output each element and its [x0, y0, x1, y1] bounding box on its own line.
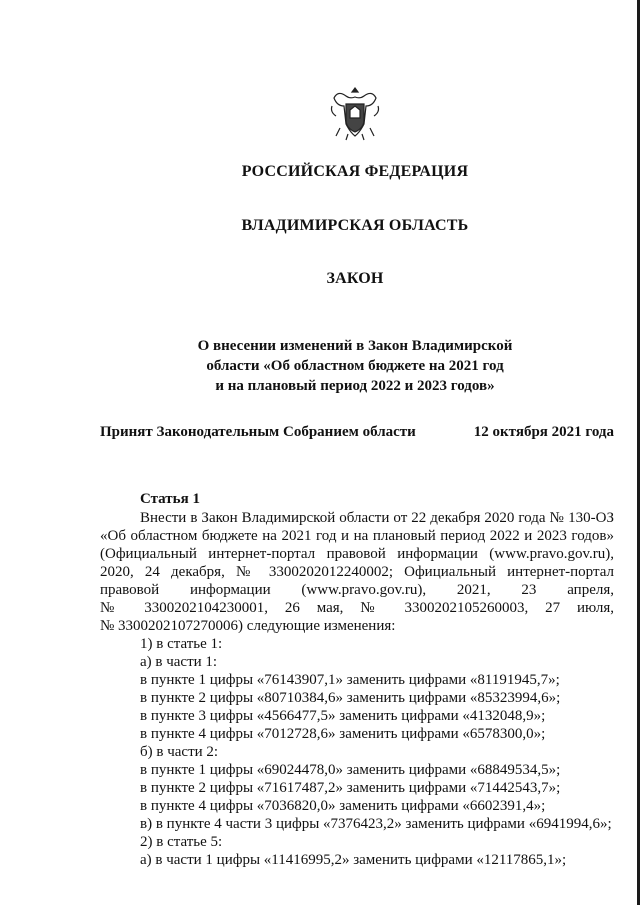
adopted-by: Принят Законодательным Собранием области [100, 424, 416, 440]
list-item: в пункте 1 цифры «69024478,0» заменить цифрами «68849534,5»; [140, 762, 561, 778]
coat-of-arms-icon [328, 84, 382, 142]
law-title [0, 336, 640, 396]
region-heading: ВЛАДИМИРСКАЯ ОБЛАСТЬ [241, 217, 469, 234]
law-title-line: и на плановый период 2022 и 2023 годов» [215, 378, 495, 394]
intro-line: (Официальный интернет-портал правовой информации (www.pravo.gov.ru), [100, 546, 614, 562]
list-item: а) в части 1 цифры «11416995,2» заменить цифрами «12117865,1»; [140, 852, 567, 868]
list-item: в пункте 2 цифры «80710384,6» заменить цифрами «85323994,6»; [140, 690, 561, 706]
intro-line: № 3300202107270006) следующие изменения: [100, 618, 396, 634]
intro-line: № 3300202104230001, 26 мая, № 3300202105260003, 27 июля, [100, 600, 614, 616]
doc-type-heading: ЗАКОН [326, 270, 384, 287]
adoption-line [100, 424, 614, 441]
list-item: в) в пункте 4 части 3 цифры «7376423,2» заменить цифрами «6941994,6»; [140, 816, 612, 832]
intro-line: правовой информации (www.pravo.gov.ru), 2021, 23 апреля, [100, 582, 614, 598]
article-body [100, 509, 614, 869]
article-title: Статья 1 [140, 491, 200, 507]
list-item: 1) в статье 1: [140, 636, 223, 652]
list-item: в пункте 4 цифры «7036820,0» заменить цифрами «6602391,4»; [140, 798, 546, 814]
list-item: в пункте 1 цифры «76143907,1» заменить цифрами «81191945,7»; [140, 672, 560, 688]
adopted-date: 12 октября 2021 года [473, 424, 614, 440]
law-title-line: области «Об областном бюджете на 2021 год [206, 358, 504, 374]
list-item: в пункте 3 цифры «4566477,5» заменить цифрами «4132048,9»; [140, 708, 546, 724]
intro-line: 2020, 24 декабря, № 3300202012240002; Официальный интернет-портал [100, 564, 614, 580]
intro-line: Внести в Закон Владимирской области от 22 декабря 2020 года № 130-ОЗ [140, 510, 614, 526]
list-item: в пункте 4 цифры «7012728,6» заменить цифрами «6578300,0»; [140, 726, 546, 742]
intro-line: «Об областном бюджете на 2021 год и на плановый период 2022 и 2023 годов» [100, 528, 614, 544]
law-title-line: О внесении изменений в Закон Владимирской [197, 338, 513, 354]
list-item: в пункте 2 цифры «71617487,2» заменить цифрами «71442543,7»; [140, 780, 561, 796]
list-item: б) в части 2: [140, 744, 219, 760]
list-item: 2) в статье 5: [140, 834, 223, 850]
country-heading: РОССИЙСКАЯ ФЕДЕРАЦИЯ [241, 163, 469, 180]
list-item: а) в части 1: [140, 654, 218, 670]
